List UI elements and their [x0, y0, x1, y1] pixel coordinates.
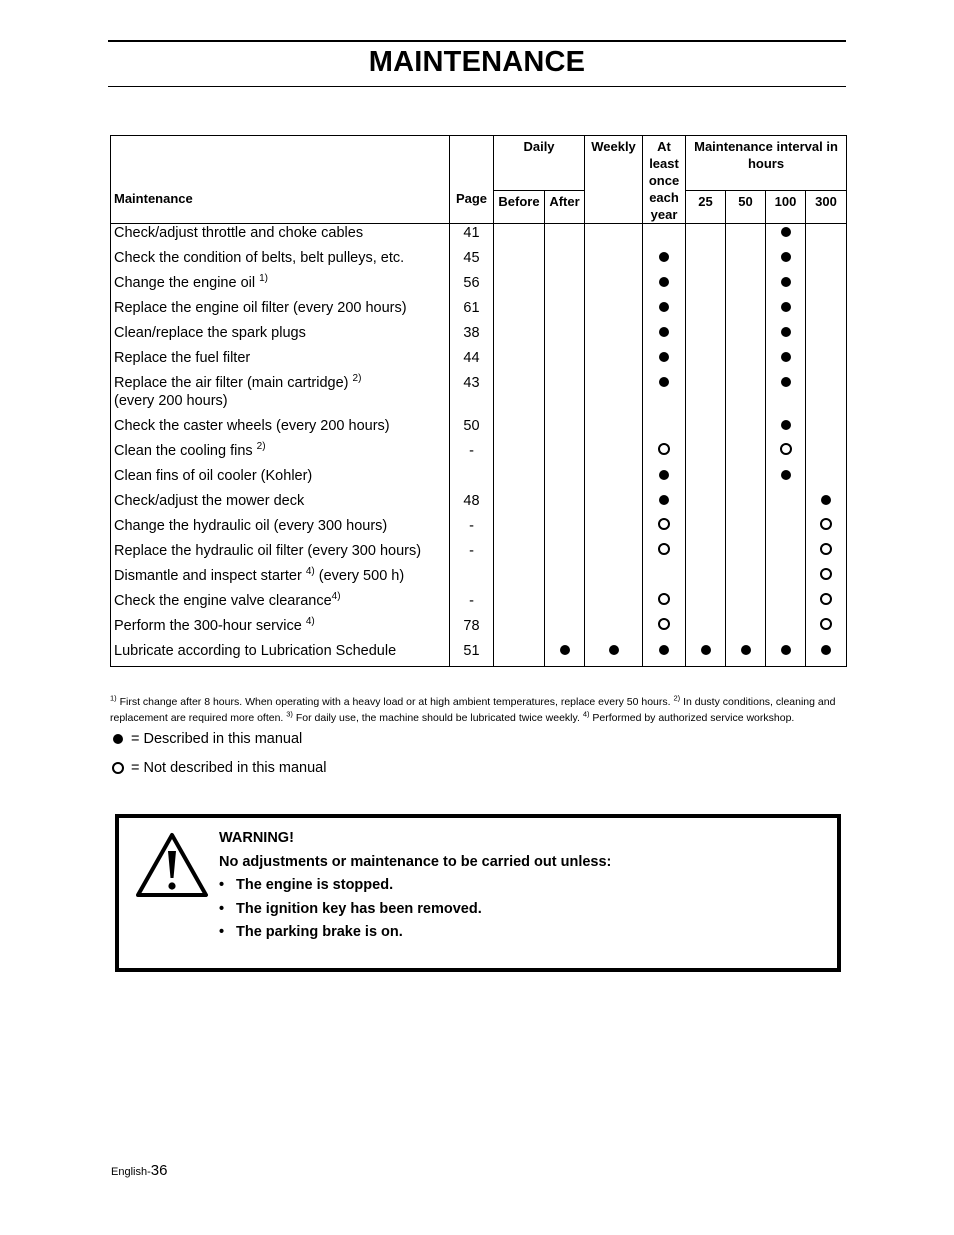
footnote-3: For daily use, the machine should be lubricated twice weekly. — [292, 712, 583, 724]
mark-cell-before — [494, 224, 545, 249]
page-cell: - — [450, 591, 494, 616]
table-row — [111, 298, 847, 323]
mark-cell-50 — [726, 298, 766, 323]
mark-cell-100 — [766, 348, 806, 373]
mark-cell-after — [545, 516, 585, 541]
mark-cell-50 — [726, 491, 766, 516]
header-daily: Daily — [494, 136, 585, 191]
mark-cell-after — [545, 248, 585, 273]
mark-cell-annual — [643, 466, 686, 491]
open-circle-icon — [658, 593, 670, 605]
open-circle-icon — [820, 543, 832, 555]
mark-cell-before — [494, 616, 545, 641]
task-label: Clean the cooling fins — [114, 443, 257, 459]
task-cell — [111, 441, 450, 466]
open-circle-icon — [658, 443, 670, 455]
mark-cell-before — [494, 466, 545, 491]
filled-dot-icon — [659, 470, 669, 480]
header-interval: Maintenance interval in hours — [686, 136, 847, 191]
mark-cell-300 — [806, 248, 847, 273]
task-cell — [111, 566, 450, 591]
filled-dot-icon — [659, 252, 669, 262]
task-label: Perform the 300-hour service — [114, 618, 306, 634]
filled-dot-icon — [659, 277, 669, 287]
mark-cell-25 — [686, 248, 726, 273]
task-label: Change the engine oil — [114, 275, 260, 291]
mark-cell-25 — [686, 416, 726, 441]
task-cell — [111, 416, 450, 441]
header-maintenance: Maintenance — [111, 136, 450, 224]
mark-cell-25 — [686, 466, 726, 491]
mark-cell-weekly — [585, 298, 643, 323]
page-cell: 78 — [450, 616, 494, 641]
mark-cell-annual — [643, 298, 686, 323]
mark-cell-300 — [806, 616, 847, 641]
mark-cell-after — [545, 298, 585, 323]
mark-cell-weekly — [585, 641, 643, 667]
mark-cell-weekly — [585, 616, 643, 641]
mark-cell-25 — [686, 323, 726, 348]
mark-cell-25 — [686, 348, 726, 373]
mark-cell-before — [494, 373, 545, 416]
mark-cell-weekly — [585, 323, 643, 348]
mark-cell-25 — [686, 298, 726, 323]
footnote-4-marker: 4) — [582, 709, 590, 719]
task-label-line2: (every 200 hours) — [114, 393, 228, 409]
mark-cell-100 — [766, 298, 806, 323]
footnote-ref: 4) — [305, 616, 315, 628]
task-label: Dismantle and inspect starter — [114, 568, 306, 584]
mark-cell-before — [494, 591, 545, 616]
task-cell — [111, 641, 450, 667]
mark-cell-before — [494, 441, 545, 466]
mark-cell-100 — [766, 373, 806, 416]
open-circle-icon — [658, 618, 670, 630]
mark-cell-50 — [726, 591, 766, 616]
task-label: Check/adjust the mower deck — [114, 493, 305, 509]
mark-cell-100 — [766, 466, 806, 491]
page-cell: 38 — [450, 323, 494, 348]
warning-bullet: • The engine is stopped. — [219, 877, 394, 893]
mark-cell-50 — [726, 416, 766, 441]
mark-cell-after — [545, 641, 585, 667]
filled-dot-icon — [659, 327, 669, 337]
mark-cell-weekly — [585, 591, 643, 616]
task-label: Clean fins of oil cooler (Kohler) — [114, 468, 313, 484]
page-cell: 48 — [450, 491, 494, 516]
mark-cell-after — [545, 541, 585, 566]
task-cell — [111, 348, 450, 373]
table-row — [111, 348, 847, 373]
task-label: Lubricate according to Lubrication Schedule — [114, 643, 397, 659]
mark-cell-100 — [766, 516, 806, 541]
footnote-ref: 4) — [305, 566, 315, 578]
mark-cell-after — [545, 441, 585, 466]
task-label: Replace the engine oil filter (every 200 hours) — [114, 300, 407, 316]
warning-intro: No adjustments or maintenance to be carried out unless: — [219, 853, 612, 870]
open-circle-icon — [658, 518, 670, 530]
warning-text — [219, 827, 611, 945]
mark-cell-300 — [806, 416, 847, 441]
task-cell — [111, 591, 450, 616]
mark-cell-after — [545, 273, 585, 298]
table-row — [111, 466, 847, 491]
mark-cell-100 — [766, 248, 806, 273]
table-row — [111, 616, 847, 641]
open-circle-icon — [820, 618, 832, 630]
task-cell — [111, 248, 450, 273]
table-row — [111, 273, 847, 298]
mark-cell-after — [545, 348, 585, 373]
table-row — [111, 491, 847, 516]
footnote-ref: 2) — [352, 373, 362, 385]
legend-open-label: = Not described in this manual — [131, 760, 327, 776]
task-cell — [111, 491, 450, 516]
task-cell — [111, 541, 450, 566]
mark-cell-100 — [766, 616, 806, 641]
mark-cell-weekly — [585, 224, 643, 249]
mark-cell-after — [545, 491, 585, 516]
mark-cell-300 — [806, 591, 847, 616]
mark-cell-annual — [643, 541, 686, 566]
mark-cell-before — [494, 348, 545, 373]
mark-cell-annual — [643, 224, 686, 249]
header-50: 50 — [726, 191, 766, 224]
mark-cell-annual — [643, 491, 686, 516]
mark-cell-50 — [726, 616, 766, 641]
mark-cell-weekly — [585, 416, 643, 441]
mark-cell-annual — [643, 273, 686, 298]
legend-filled — [111, 731, 302, 747]
filled-dot-icon — [560, 645, 570, 655]
mark-cell-before — [494, 323, 545, 348]
task-cell — [111, 224, 450, 249]
mark-cell-before — [494, 491, 545, 516]
table-row — [111, 373, 847, 416]
task-label: Replace the hydraulic oil filter (every 300 hours) — [114, 543, 422, 559]
mark-cell-300 — [806, 491, 847, 516]
table-row — [111, 541, 847, 566]
mark-cell-after — [545, 224, 585, 249]
mark-cell-annual — [643, 441, 686, 466]
mark-cell-annual — [643, 591, 686, 616]
filled-dot-icon — [659, 352, 669, 362]
task-label: Check/adjust throttle and choke cables — [114, 225, 364, 241]
filled-dot-icon — [781, 377, 791, 387]
header-weekly: Weekly — [585, 136, 643, 224]
task-label-suffix: (every 500 h) — [314, 568, 405, 584]
mark-cell-50 — [726, 566, 766, 591]
header-25: 25 — [686, 191, 726, 224]
mark-cell-25 — [686, 491, 726, 516]
warning-title: WARNING! — [219, 830, 294, 846]
mark-cell-50 — [726, 641, 766, 667]
page-cell: 44 — [450, 348, 494, 373]
mark-cell-300 — [806, 641, 847, 667]
filled-dot-icon — [659, 495, 669, 505]
open-circle-icon — [820, 593, 832, 605]
mark-cell-before — [494, 516, 545, 541]
mark-cell-300 — [806, 323, 847, 348]
mark-cell-25 — [686, 566, 726, 591]
mark-cell-weekly — [585, 516, 643, 541]
filled-dot-icon — [741, 645, 751, 655]
filled-dot-icon — [113, 734, 123, 744]
mark-cell-weekly — [585, 491, 643, 516]
filled-dot-icon — [821, 495, 831, 505]
page-cell: 41 — [450, 224, 494, 249]
page-cell: 61 — [450, 298, 494, 323]
filled-dot-icon — [781, 420, 791, 430]
table-row — [111, 641, 847, 667]
mark-cell-after — [545, 616, 585, 641]
filled-dot-icon — [659, 645, 669, 655]
filled-dot-icon — [781, 227, 791, 237]
mark-cell-annual — [643, 616, 686, 641]
mark-cell-25 — [686, 224, 726, 249]
page-cell: 56 — [450, 273, 494, 298]
mark-cell-weekly — [585, 273, 643, 298]
mark-cell-annual — [643, 516, 686, 541]
task-cell — [111, 373, 450, 416]
open-circle-icon — [780, 443, 792, 455]
filled-dot-icon — [609, 645, 619, 655]
warning-box — [115, 814, 841, 972]
footnote-ref: 2) — [256, 441, 266, 453]
task-label: Change the hydraulic oil (every 300 hours) — [114, 518, 388, 534]
mark-cell-25 — [686, 516, 726, 541]
mark-cell-after — [545, 323, 585, 348]
header-annual: At least once each year — [643, 136, 686, 224]
mark-cell-weekly — [585, 541, 643, 566]
mark-cell-annual — [643, 248, 686, 273]
mark-cell-weekly — [585, 248, 643, 273]
mark-cell-100 — [766, 416, 806, 441]
mark-cell-100 — [766, 566, 806, 591]
header-100: 100 — [766, 191, 806, 224]
mark-cell-annual — [643, 566, 686, 591]
mark-cell-annual — [643, 348, 686, 373]
mark-cell-100 — [766, 323, 806, 348]
maintenance-schedule-table — [110, 135, 847, 667]
filled-dot-icon — [781, 277, 791, 287]
mark-cell-25 — [686, 616, 726, 641]
filled-dot-icon — [821, 645, 831, 655]
mark-cell-before — [494, 248, 545, 273]
mark-cell-300 — [806, 348, 847, 373]
task-cell — [111, 323, 450, 348]
filled-dot-icon — [781, 302, 791, 312]
mark-cell-100 — [766, 541, 806, 566]
mark-cell-300 — [806, 516, 847, 541]
top-rule — [108, 40, 846, 42]
task-cell — [111, 466, 450, 491]
mark-cell-weekly — [585, 373, 643, 416]
mark-cell-300 — [806, 224, 847, 249]
footnote-2-marker: 2) — [673, 693, 681, 703]
mark-cell-50 — [726, 348, 766, 373]
mark-cell-25 — [686, 541, 726, 566]
mark-cell-100 — [766, 641, 806, 667]
header-300: 300 — [806, 191, 847, 224]
mark-cell-100 — [766, 491, 806, 516]
mark-cell-annual — [643, 323, 686, 348]
filled-dot-icon — [781, 470, 791, 480]
filled-dot-icon — [659, 377, 669, 387]
page-cell: 50 — [450, 416, 494, 441]
mark-cell-50 — [726, 373, 766, 416]
page-footer — [111, 1162, 167, 1179]
page-title: MAINTENANCE — [368, 46, 586, 78]
mark-cell-300 — [806, 373, 847, 416]
mark-cell-300 — [806, 466, 847, 491]
mark-cell-100 — [766, 273, 806, 298]
page-cell — [450, 466, 494, 491]
footnotes — [110, 694, 850, 726]
task-cell — [111, 298, 450, 323]
warning-triangle-icon — [135, 832, 209, 898]
open-circle-icon — [112, 762, 124, 774]
task-cell — [111, 273, 450, 298]
mark-cell-weekly — [585, 466, 643, 491]
mark-cell-annual — [643, 641, 686, 667]
task-label: Replace the air filter (main cartridge) — [114, 375, 353, 391]
title-rule — [108, 86, 846, 87]
footnote-3-marker: 3) — [286, 709, 293, 719]
table-row — [111, 591, 847, 616]
mark-cell-300 — [806, 566, 847, 591]
mark-cell-25 — [686, 373, 726, 416]
mark-cell-100 — [766, 591, 806, 616]
table-row — [111, 566, 847, 591]
mark-cell-after — [545, 416, 585, 441]
filled-dot-icon — [781, 645, 791, 655]
header-page: Page — [450, 136, 494, 224]
mark-cell-before — [494, 566, 545, 591]
mark-cell-300 — [806, 273, 847, 298]
page-number: 36 — [150, 1162, 168, 1179]
page-cell: - — [450, 441, 494, 466]
table-row — [111, 248, 847, 273]
mark-cell-50 — [726, 541, 766, 566]
task-cell — [111, 516, 450, 541]
legend-filled-label: = Described in this manual — [131, 731, 303, 747]
mark-cell-50 — [726, 323, 766, 348]
footnote-1-marker: 1) — [110, 693, 117, 703]
mark-cell-50 — [726, 441, 766, 466]
table-row — [111, 441, 847, 466]
mark-cell-50 — [726, 273, 766, 298]
task-label: Check the condition of belts, belt pulleys, etc. — [114, 250, 405, 266]
mark-cell-25 — [686, 641, 726, 667]
mark-cell-after — [545, 566, 585, 591]
table-row — [111, 323, 847, 348]
mark-cell-50 — [726, 516, 766, 541]
mark-cell-after — [545, 591, 585, 616]
footnote-ref: 1) — [259, 273, 269, 285]
filled-dot-icon — [781, 327, 791, 337]
page-cell: 51 — [450, 641, 494, 667]
mark-cell-100 — [766, 441, 806, 466]
mark-cell-100 — [766, 224, 806, 249]
mark-cell-before — [494, 416, 545, 441]
mark-cell-annual — [643, 373, 686, 416]
filled-dot-icon — [659, 302, 669, 312]
mark-cell-before — [494, 541, 545, 566]
footnote-ref: 4) — [331, 591, 341, 603]
task-label: Check the engine valve clearance — [114, 593, 332, 609]
header-after: After — [545, 191, 585, 224]
filled-dot-icon — [781, 252, 791, 262]
warning-bullet: • The ignition key has been removed. — [219, 900, 482, 917]
table-body — [111, 224, 847, 667]
mark-cell-after — [545, 466, 585, 491]
mark-cell-weekly — [585, 348, 643, 373]
mark-cell-300 — [806, 541, 847, 566]
page-cell — [450, 566, 494, 591]
task-label: Replace the fuel filter — [114, 350, 251, 366]
mark-cell-50 — [726, 224, 766, 249]
header-before: Before — [494, 191, 545, 224]
table-row — [111, 224, 847, 249]
footnote-4: Performed by authorized service workshop. — [589, 712, 795, 724]
mark-cell-50 — [726, 466, 766, 491]
mark-cell-300 — [806, 441, 847, 466]
page-cell: - — [450, 541, 494, 566]
page-cell: 45 — [450, 248, 494, 273]
filled-dot-icon — [781, 352, 791, 362]
mark-cell-25 — [686, 273, 726, 298]
mark-cell-weekly — [585, 441, 643, 466]
page-cell: - — [450, 516, 494, 541]
mark-cell-annual — [643, 416, 686, 441]
task-label: Check the caster wheels (every 200 hours) — [114, 418, 390, 434]
mark-cell-25 — [686, 591, 726, 616]
mark-cell-after — [545, 373, 585, 416]
table-row — [111, 416, 847, 441]
table-row — [111, 516, 847, 541]
open-circle-icon — [820, 568, 832, 580]
task-label: Clean/replace the spark plugs — [114, 325, 306, 341]
footnote-1: First change after 8 hours. When operating with a heavy load or at high ambient temperatures, replace every 50 hours. — [116, 696, 674, 708]
mark-cell-300 — [806, 298, 847, 323]
mark-cell-before — [494, 298, 545, 323]
page-cell: 43 — [450, 373, 494, 416]
footnote-2: In dusty conditions, cleaning and replacement are required more often. — [110, 696, 836, 724]
filled-dot-icon — [701, 645, 711, 655]
mark-cell-weekly — [585, 566, 643, 591]
open-circle-icon — [658, 543, 670, 555]
mark-cell-25 — [686, 441, 726, 466]
warning-bullet: • The parking brake is on. — [219, 924, 403, 940]
mark-cell-before — [494, 273, 545, 298]
task-cell — [111, 616, 450, 641]
footer-language: English- — [111, 1166, 151, 1178]
open-circle-icon — [820, 518, 832, 530]
legend-open — [111, 760, 326, 776]
mark-cell-before — [494, 641, 545, 667]
mark-cell-50 — [726, 248, 766, 273]
